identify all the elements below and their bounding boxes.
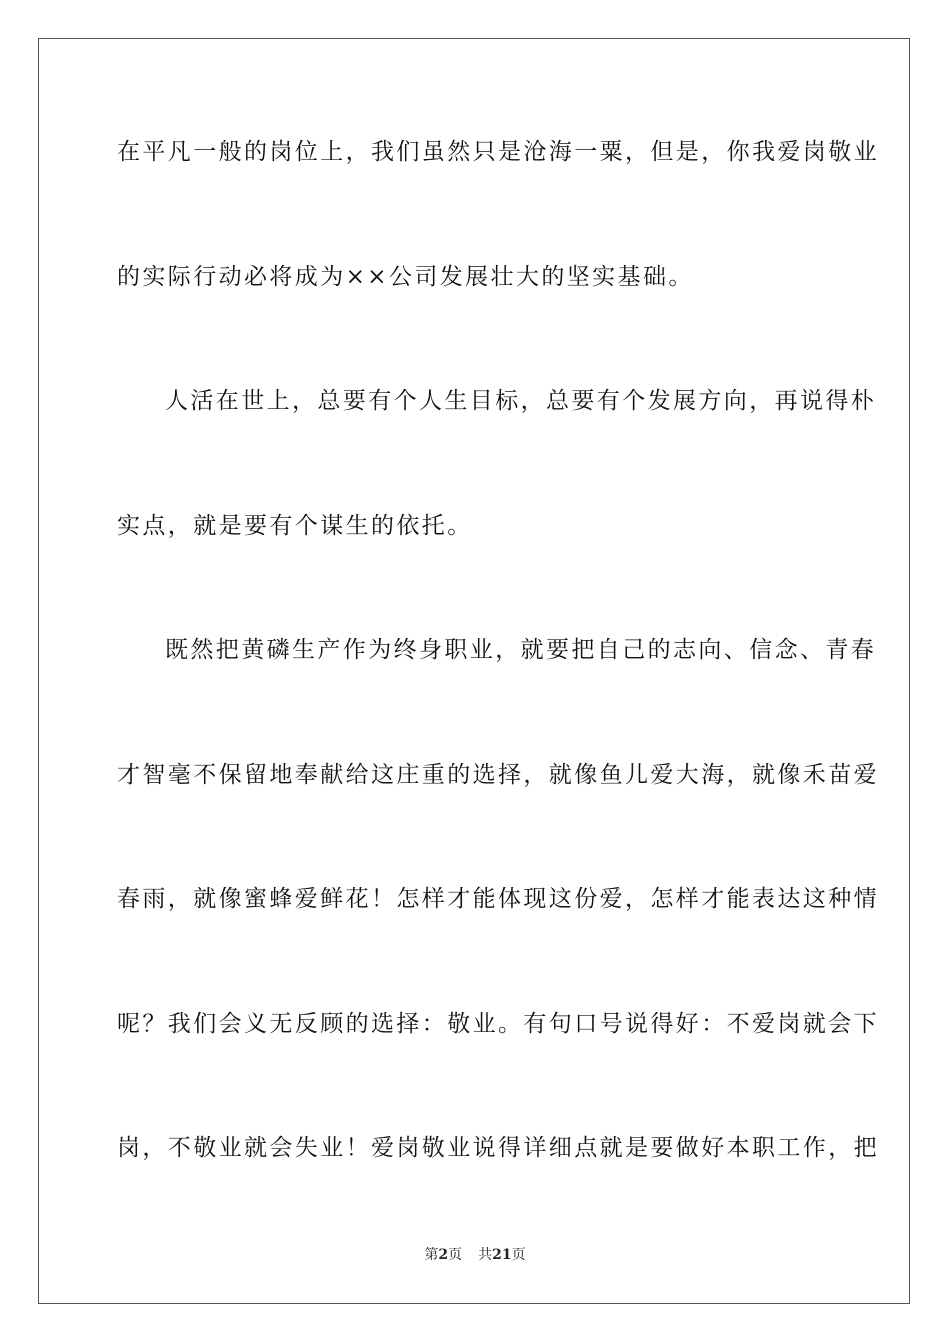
text-line: 的实际行动必将成为××公司发展壮大的坚实基础。	[117, 264, 694, 290]
text-line: 实点，就是要有个谋生的依托。	[117, 513, 473, 539]
total-label-prefix: 共	[478, 1247, 493, 1263]
total-label-suffix: 页	[511, 1247, 526, 1263]
page-label-prefix: 第	[424, 1247, 439, 1263]
text-line: 才智毫不保留地奉献给这庄重的选择，就像鱼儿爱大海，就像禾苗爱	[117, 762, 879, 788]
text-line: 春雨，就像蜜蜂爱鲜花！怎样才能体现这份爱，怎样才能表达这种情	[117, 886, 879, 912]
total-pages-number: 21	[492, 1247, 512, 1263]
paragraph-start-line: 既然把黄磷生产作为终身职业，就要把自己的志向、信念、青春	[165, 637, 877, 663]
current-page-number: 2	[438, 1247, 449, 1263]
text-line: 岗，不敬业就会失业！爱岗敬业说得详细点就是要做好本职工作，把	[117, 1135, 879, 1161]
page-border	[38, 38, 910, 1304]
text-line: 在平凡一般的岗位上，我们虽然只是沧海一粟，但是，你我爱岗敬业	[117, 139, 879, 165]
paragraph-start-line: 人活在世上，总要有个人生目标，总要有个发展方向，再说得朴	[165, 388, 877, 414]
page-label-suffix: 页	[448, 1247, 463, 1263]
page-footer	[0, 1246, 950, 1264]
text-line: 呢？我们会义无反顾的选择：敬业。有句口号说得好：不爱岗就会下	[117, 1011, 879, 1037]
